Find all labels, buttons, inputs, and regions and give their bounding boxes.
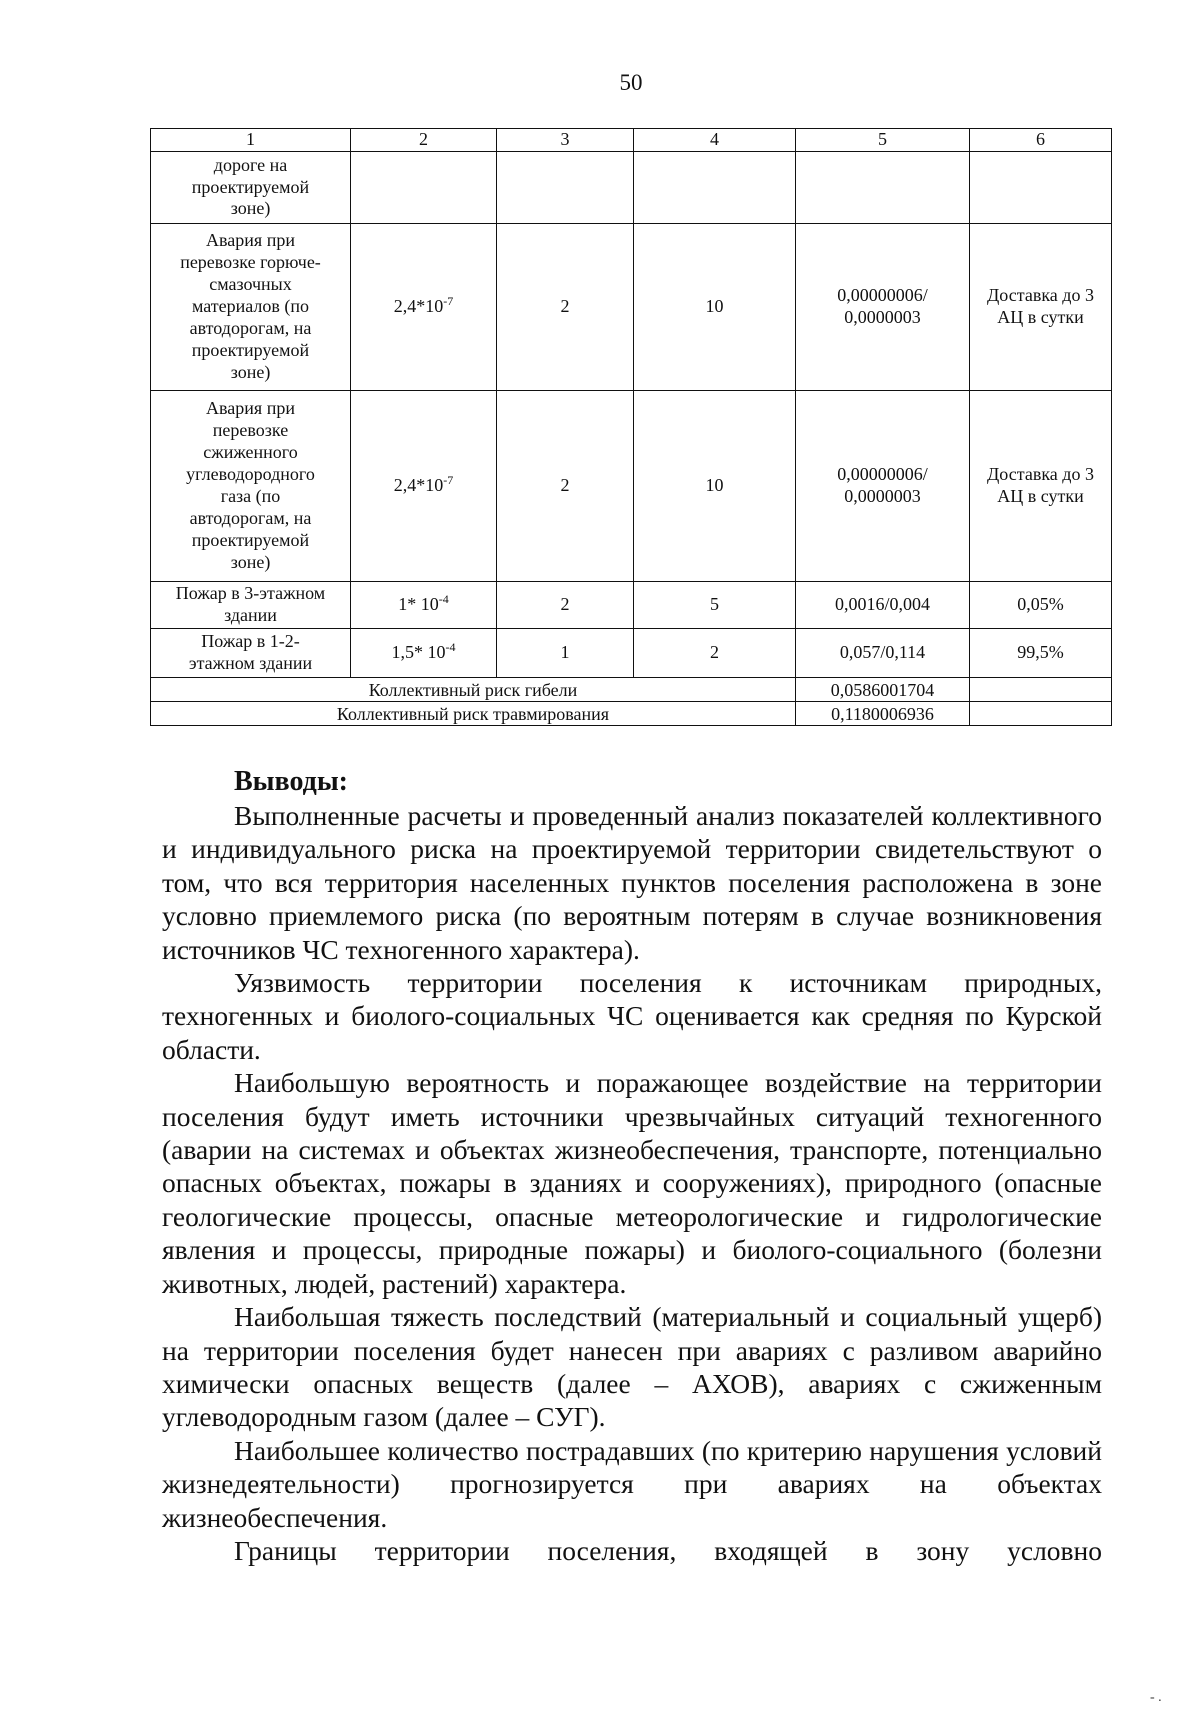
hazard-cell: Авария при перевозке горюче- смазочных материалов (по автодорогам, на проектируемой зоне) [151, 224, 351, 391]
collective-risk-cell: 0,00000006/ 0,0000003 [796, 391, 970, 582]
probability-cell [351, 152, 497, 224]
conclusion-paragraph: Выполненные расчеты и проведенный анализ показателей коллективного и индивидуального риска на проектируемой территории свидетельствуют о том, что вся территория населенных пунктов поселения расположена в зоне условно приемлемого риска (по вероятным потерям в случае возникновения источников ЧС техногенного характера). [162, 800, 1102, 965]
risk-table [150, 128, 1112, 726]
probability-cell: $2,4*10^{-7}$ [351, 391, 497, 582]
note-cell [970, 152, 1112, 224]
total-value: 0,0586001704 [796, 678, 970, 702]
deaths-cell: 2 [497, 224, 634, 391]
total-row-death-risk [151, 678, 1112, 702]
table-row [151, 224, 1112, 391]
hazard-cell: Пожар в 1-2- этажном здании [151, 629, 351, 678]
collective-risk-cell: 0,057/0,114 [796, 629, 970, 678]
note-cell: Доставка до 3 АЦ в сутки [970, 224, 1112, 391]
table-header-row [151, 129, 1112, 152]
column-header: 1 [151, 129, 351, 152]
deaths-cell: 1 [497, 629, 634, 678]
probability-cell: $2,4*10^{-7}$ [351, 224, 497, 391]
injured-cell [634, 152, 796, 224]
collective-risk-cell: 0,0016/0,004 [796, 582, 970, 629]
column-header: 3 [497, 129, 634, 152]
conclusions-section [162, 765, 1102, 1567]
column-header: 4 [634, 129, 796, 152]
table-row [151, 391, 1112, 582]
deaths-cell: 2 [497, 582, 634, 629]
table-row [151, 582, 1112, 629]
hazard-cell: дороге на проектируемой зоне) [151, 152, 351, 224]
conclusion-paragraph: Уязвимость территории поселения к источникам природных, техногенных и биолого-социальных ЧС оценивается как средняя по Курской области. [162, 967, 1102, 1065]
conclusions-heading: Выводы: [234, 766, 349, 797]
deaths-cell: 2 [497, 391, 634, 582]
conclusion-paragraph-continued: Границы территории поселения, входящей в зону условно [234, 1534, 1102, 1566]
conclusion-paragraph: Наибольшую вероятность и поражающее воздействие на территории поселения будут иметь источники чрезвычайных ситуаций техногенного (аварии на системах и объектах жизнеобеспечения, транспорте, потенциально опасных объектах, пожары в зданиях и сооружениях), природного (опасные геологические процессы, опасные метеорологические и гидрологические явления и процессы, природные пожары) и биолого-социального (болезни животных, людей, растений) характера. [162, 1067, 1102, 1299]
total-label: Коллективный риск гибели [151, 678, 796, 702]
deaths-cell [497, 152, 634, 224]
collective-risk-cell: 0,00000006/ 0,0000003 [796, 224, 970, 391]
probability-cell: 1* $10^{-4}$ [351, 582, 497, 629]
total-empty-cell [970, 702, 1112, 726]
table-row [151, 629, 1112, 678]
hazard-cell: Пожар в 3-этажном здании [151, 582, 351, 629]
collective-risk-cell [796, 152, 970, 224]
conclusion-paragraph: Наибольшее количество пострадавших (по критерию нарушения условий жизнедеятельности) прогнозируется при авариях на объектах жизнеобеспечения. [162, 1434, 1102, 1533]
note-cell: 0,05% [970, 582, 1112, 629]
total-label: Коллективный риск травмирования [151, 702, 796, 726]
table-row [151, 152, 1112, 224]
total-value: 0,1180006936 [796, 702, 970, 726]
injured-cell: 10 [634, 224, 796, 391]
conclusion-paragraph: Наибольшая тяжесть последствий (материальный и социальный ущерб) на территории поселения будет нанесен при авариях с разливом аварийно химически опасных веществ (далее – АХОВ), авариях с сжиженным углеводородным газом (далее – СУГ). [162, 1301, 1102, 1433]
total-empty-cell [970, 678, 1112, 702]
injured-cell: 2 [634, 629, 796, 678]
probability-cell: 1,5* $10^{-4}$ [351, 629, 497, 678]
note-cell: 99,5% [970, 629, 1112, 678]
page-number: 50 [619, 70, 643, 95]
total-row-injury-risk [151, 702, 1112, 726]
injured-cell: 10 [634, 391, 796, 582]
column-header: 6 [970, 129, 1112, 152]
injured-cell: 5 [634, 582, 796, 629]
scan-mark: - . [1150, 1690, 1162, 1705]
column-header: 5 [796, 129, 970, 152]
note-cell: Доставка до 3 АЦ в сутки [970, 391, 1112, 582]
column-header: 2 [351, 129, 497, 152]
hazard-cell: Авария при перевозке сжиженного углеводородного газа (по автодорогам, на проектируемой зоне) [151, 391, 351, 582]
